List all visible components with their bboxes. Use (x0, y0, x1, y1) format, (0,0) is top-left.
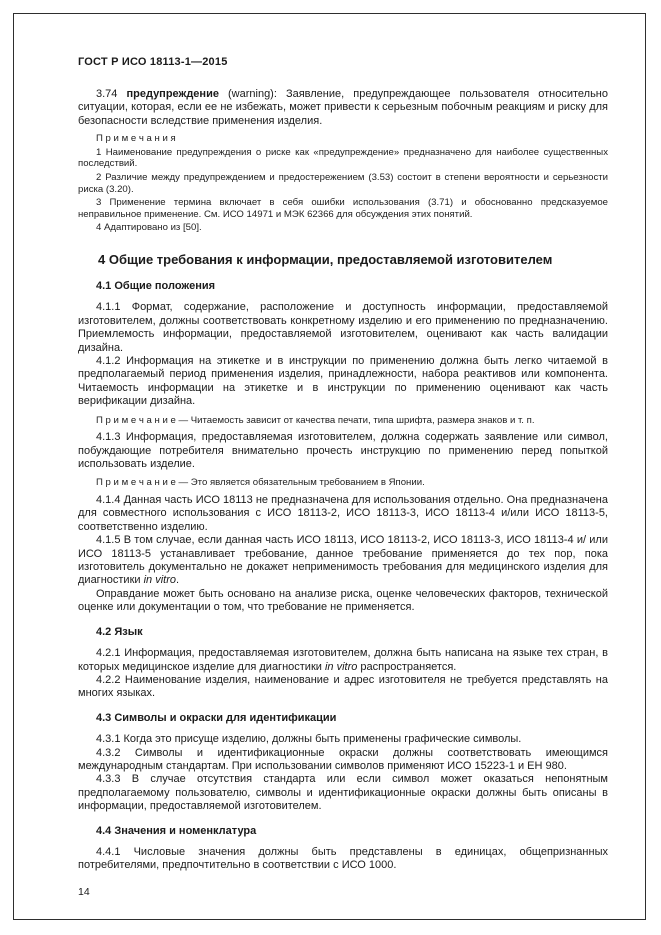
term-definition: (warning): Заявление, предупреждающее пользователя относительно ситуации, которая, если ее не избежать, может привести к серьезным побочным реакциям и риску для безопасности вследствие применения изделия. (78, 88, 608, 127)
term-word-bold: предупреждение (126, 88, 219, 100)
note-item-4: 4 Адаптировано из [50]. (96, 222, 202, 234)
paragraph-4-1-5 (78, 534, 608, 588)
in-vitro-italic-2: in vitro (324, 660, 358, 673)
paragraph-4-1-4: 4.1.4 Данная часть ИСО 18113 не предназначена для использования отдельно. Она предназначена для совместного использования с ИСО 18113-2, ИСО 18113-3, ИСО 18113-4 и/или ИСО 18113-5, соответственно изделию. (78, 494, 608, 533)
section-4-1-heading: 4.1 Общие положения (96, 279, 216, 292)
note-item-3: 3 Применение термина включает в себя ошибки использования (3.71) и обоснованно предсказуемое неправильное применение. См. ИСО 14971 и МЭК 62366 для обсуждения этих понятий. (78, 197, 608, 220)
document-content (78, 56, 608, 898)
running-header: ГОСТ Р ИСО 18113-1—2015 (78, 56, 228, 68)
note-4-1-3: П р и м е ч а н и е — Это является обязательным требованием в Японии. (96, 477, 425, 489)
term-number: 3.74 (96, 88, 127, 100)
section-4-2-heading: 4.2 Язык (96, 625, 143, 638)
note-item-2: 2 Различие между предупреждением и предостережением (3.53) состоит в степени вероятности и серьезности риска (3.20). (78, 172, 608, 195)
page-number: 14 (78, 885, 90, 898)
paragraph-4-3-2: 4.3.2 Символы и идентификационные окраски должны соответствовать имеющимся международным стандартам. При использовании символов применяют ИСО 15223-1 и ЕН 980. (78, 746, 608, 772)
notes-block-label: П р и м е ч а н и я (96, 133, 176, 145)
paragraph-4-1-2: 4.1.2 Информация на этикетке и в инструкции по применению должна быть легко читаемой в предполагаемый период применения изделия, принадлежности, набора реактивов или компонента. Читаемость информации на этикетке и в инструкции по применению оценивают как часть верификации дизайна. (78, 355, 608, 408)
paragraph-4-4-1: 4.4.1 Числовые значения должны быть представлены в единицах, общепризнанных потребителями, предпочтительно в соответствии с ИСО 1000. (78, 845, 608, 872)
in-vitro-italic-1: in vitro (143, 574, 176, 587)
note-item-1: 1 Наименование предупреждения о риске как «предупреждение» предназначено для наиболее существенных последствий. (78, 146, 608, 170)
paragraph-4-1-5-justification: Оправдание может быть основано на анализе риска, оценке человеческих факторов, технической оценке или документации о том, что требование не применяется. (78, 587, 608, 614)
paragraph-4-3-3: 4.3.3 В случае отсутствия стандарта или если символ может оказаться непонятным предполагаемому пользователю, символы и идентификационные окраски должны быть описаны в информации, предоставляемой изготовителем. (78, 773, 608, 813)
section-4-3-heading: 4.3 Символы и окраски для идентификации (96, 711, 337, 724)
paragraph-4-2-1-end: распространяется. (357, 660, 457, 673)
paragraph-4-2-1-text: 4.2.1 Информация, предоставляемая изготовителем, должна быть написана на языке тех стран, в которых медицинское изделие для диагностики (78, 647, 608, 673)
term-3-74-paragraph (78, 88, 608, 128)
section-4-heading: 4 Общие требования к информации, предоставляемой изготовителем (98, 251, 553, 267)
paragraph-4-1-5-text: 4.1.5 В том случае, если данная часть ИСО 18113, ИСО 18113-2, ИСО 18113-3, ИСО 18113-4 и/ или ИСО 18113-5 устанавливает требование, данное требование применяется до тех пор, пока изготовитель документально не докажет неприменимость требования для медицинского изделия для диагностики (78, 534, 608, 587)
paragraph-4-1-5-end: . (176, 574, 180, 587)
paragraph-4-2-2: 4.2.2 Наименование изделия, наименование и адрес изготовителя не требуется представлять на многих языках. (78, 673, 608, 700)
paragraph-4-1-1: 4.1.1 Формат, содержание, расположение и доступность информации, предоставляемой изготовителем, должны соответствовать конкретному изделию и его применению по предназначению. Приемлемость информации, предоставляемой изготовителем, оценивают как часть валидации дизайна. (78, 301, 608, 354)
section-4-4-heading: 4.4 Значения и номенклатура (96, 824, 257, 837)
paragraph-4-1-3: 4.1.3 Информация, предоставляемая изготовителем, должна содержать заявление или символ, побуждающие потребителя внимательно прочесть инструкцию по применению перед попыткой использовать изделие. (78, 431, 608, 471)
note-4-1-2: П р и м е ч а н и е — Читаемость зависит от качества печати, типа шрифта, размера знаков и т. п. (96, 414, 535, 426)
paragraph-4-3-1: 4.3.1 Когда это присуще изделию, должны быть применены графические символы. (96, 733, 522, 746)
paragraph-4-2-1 (78, 647, 608, 674)
